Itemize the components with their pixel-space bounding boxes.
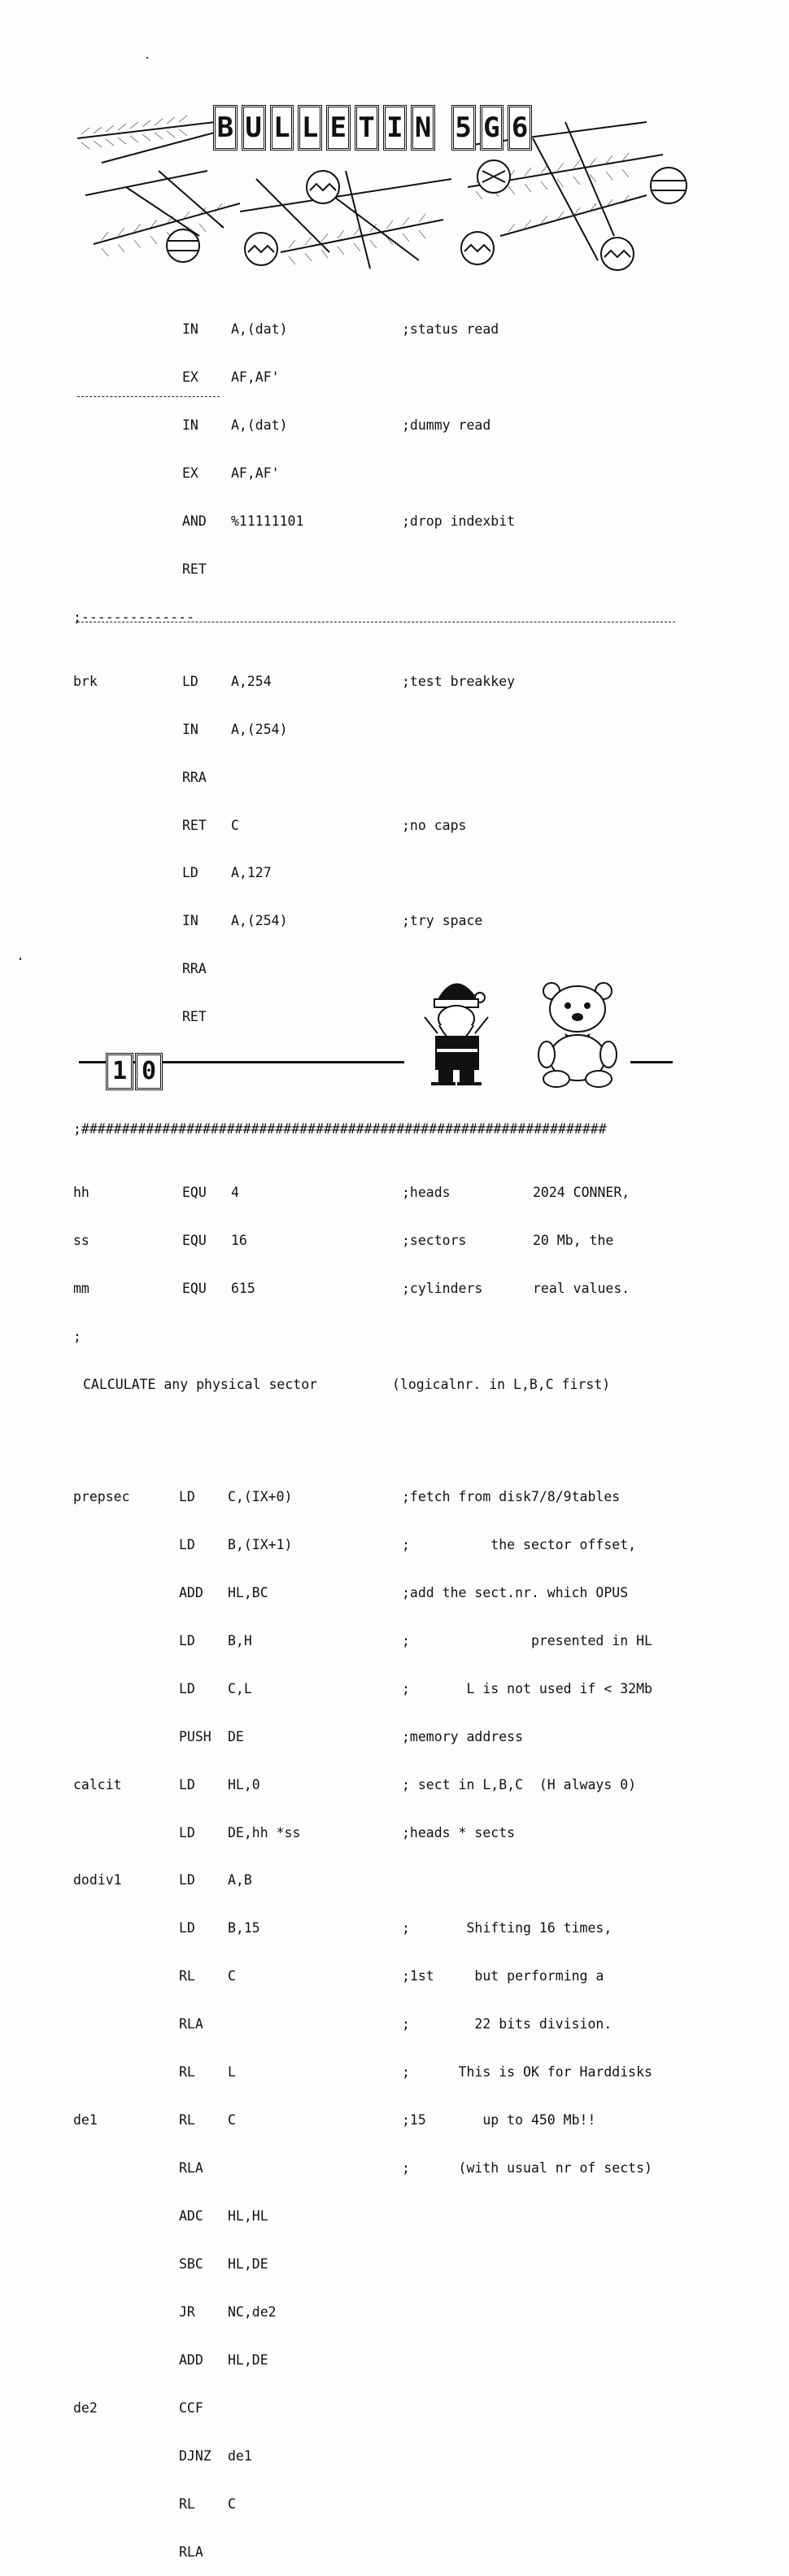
code-line bbox=[73, 2448, 691, 2465]
operand: NC,de2 bbox=[228, 2304, 277, 2321]
opcode: EQU bbox=[182, 1281, 207, 1297]
comment: ;heads bbox=[402, 1185, 451, 1201]
operand: A,(dat) bbox=[231, 321, 288, 338]
opcode: PUSH bbox=[179, 1728, 211, 1744]
comment: ; Shifting 16 times, bbox=[402, 1920, 612, 1936]
opcode: EQU bbox=[182, 1185, 207, 1201]
code-line bbox=[73, 961, 691, 977]
opcode: IN bbox=[182, 417, 198, 434]
code-line bbox=[73, 2352, 691, 2369]
page-digit: 0 bbox=[135, 1053, 163, 1090]
assembly-listing bbox=[73, 290, 691, 2576]
footer-rule bbox=[630, 1061, 673, 1063]
operand: A,127 bbox=[231, 865, 272, 881]
operand: C,(IX+0) bbox=[228, 1488, 293, 1504]
separator-line bbox=[73, 1329, 691, 1345]
separator-text: ;-------------- bbox=[73, 609, 195, 626]
issue-letter: 6 bbox=[508, 105, 532, 151]
code-line bbox=[73, 513, 691, 530]
issue-letter: 5 bbox=[451, 105, 476, 151]
code-line bbox=[73, 2208, 691, 2225]
comment: ; This is OK for Harddisks bbox=[402, 2064, 652, 2080]
code-line bbox=[73, 1920, 691, 1936]
title-letter: L bbox=[270, 105, 294, 151]
opcode: RLA bbox=[179, 2160, 203, 2177]
opcode: ADD bbox=[179, 1584, 203, 1600]
comment: ;status read bbox=[402, 321, 499, 338]
page-number bbox=[106, 1053, 163, 1089]
code-line bbox=[73, 1281, 691, 1297]
operand: DE,hh *ss bbox=[228, 1824, 301, 1840]
comment: ;15 up to 450 Mb!! bbox=[402, 2112, 596, 2128]
opcode: IN bbox=[182, 321, 198, 338]
code-line bbox=[73, 2112, 691, 2128]
operand: A,(254) bbox=[231, 721, 288, 737]
comment: ;no caps bbox=[402, 817, 467, 833]
code-line bbox=[73, 561, 691, 578]
opcode: ADD bbox=[179, 2352, 203, 2369]
operand: B,15 bbox=[228, 1920, 260, 1936]
comment: ;fetch from disk7/8/9tables bbox=[402, 1488, 621, 1504]
comment: ;heads * sects bbox=[402, 1824, 516, 1840]
label: mm bbox=[73, 1281, 89, 1297]
separator-text: ; bbox=[73, 1329, 81, 1345]
operand: DE bbox=[228, 1728, 244, 1744]
opcode: SBC bbox=[179, 2256, 203, 2273]
opcode: RL bbox=[179, 1968, 195, 1984]
code-line bbox=[73, 2400, 691, 2417]
operand: C bbox=[228, 2495, 236, 2512]
blank-line bbox=[73, 1425, 691, 1441]
opcode: LD bbox=[179, 1488, 195, 1504]
code-line bbox=[73, 2544, 691, 2561]
title-letter: E bbox=[326, 105, 351, 151]
title-separator bbox=[439, 107, 447, 148]
opcode: IN bbox=[182, 721, 198, 737]
opcode: EX bbox=[182, 369, 198, 386]
opcode: LD bbox=[179, 1776, 195, 1792]
operand: A,254 bbox=[231, 673, 272, 689]
issue-letter: G bbox=[480, 105, 504, 151]
operand: B,H bbox=[228, 1632, 252, 1648]
code-line bbox=[73, 1681, 691, 1697]
code-line bbox=[73, 1729, 691, 1745]
opcode: LD bbox=[182, 865, 198, 881]
comment: ;test breakkey bbox=[402, 673, 516, 689]
opcode: LD bbox=[182, 673, 198, 689]
code-line bbox=[73, 1825, 691, 1841]
comment: ;1st but performing a bbox=[402, 1968, 604, 1984]
opcode: RET bbox=[182, 817, 207, 833]
operand: C bbox=[228, 1968, 236, 1984]
operand: A,B bbox=[228, 1872, 252, 1888]
operand: 615 bbox=[231, 1281, 255, 1297]
operand: C bbox=[231, 817, 239, 833]
code-line bbox=[73, 770, 691, 786]
hash-separator-line bbox=[73, 1121, 691, 1137]
section-heading bbox=[73, 1377, 691, 1393]
comment: ;drop indexbit bbox=[402, 513, 516, 530]
label: de2 bbox=[73, 2399, 98, 2416]
code-line bbox=[73, 865, 691, 881]
label: dodiv1 bbox=[73, 1872, 122, 1888]
speck-mark bbox=[20, 958, 21, 960]
operand: HL,BC bbox=[228, 1584, 268, 1600]
side-note: 2024 CONNER, bbox=[533, 1185, 630, 1201]
operand: A,(254) bbox=[231, 913, 288, 929]
side-note: real values. bbox=[533, 1281, 630, 1297]
opcode: EQU bbox=[182, 1233, 207, 1249]
comment: ;memory address bbox=[402, 1728, 524, 1744]
code-line bbox=[73, 1585, 691, 1601]
comment: ;try space bbox=[402, 913, 483, 929]
code-line bbox=[73, 1872, 691, 1888]
operand: C,L bbox=[228, 1680, 252, 1696]
comment: ;cylinders bbox=[402, 1281, 483, 1297]
opcode: RL bbox=[179, 2112, 195, 2128]
opcode: LD bbox=[179, 1920, 195, 1936]
code-line bbox=[73, 818, 691, 834]
title-letter: L bbox=[298, 105, 322, 151]
title-letter: I bbox=[383, 105, 408, 151]
label: ss bbox=[73, 1233, 89, 1249]
comment: ; presented in HL bbox=[402, 1632, 652, 1648]
comment: ; sect in L,B,C (H always 0) bbox=[402, 1776, 637, 1792]
operand: C bbox=[228, 2112, 236, 2128]
code-line bbox=[73, 1233, 691, 1249]
code-line bbox=[73, 1489, 691, 1505]
bulletin-title bbox=[213, 104, 532, 151]
operand: de1 bbox=[228, 2447, 252, 2464]
code-line bbox=[73, 417, 691, 434]
operand: A,(dat) bbox=[231, 417, 288, 434]
comment: ; (with usual nr of sects) bbox=[402, 2160, 652, 2177]
title-letter: B bbox=[213, 105, 238, 151]
code-line bbox=[73, 2016, 691, 2032]
santa-illustration bbox=[407, 968, 504, 1090]
side-note: 20 Mb, the bbox=[533, 1233, 614, 1249]
section-heading-note: (logicalnr. in L,B,C first) bbox=[392, 1377, 611, 1393]
opcode: RLA bbox=[179, 2543, 203, 2560]
opcode: RET bbox=[182, 1009, 207, 1025]
operand: AF,AF' bbox=[231, 369, 280, 386]
label: prepsec bbox=[73, 1488, 130, 1504]
operand: HL,0 bbox=[228, 1776, 260, 1792]
code-line bbox=[73, 2304, 691, 2321]
page-digit: 1 bbox=[106, 1053, 133, 1090]
comment: ;dummy read bbox=[402, 417, 491, 434]
code-line bbox=[73, 369, 691, 386]
code-line bbox=[73, 913, 691, 929]
code-line bbox=[73, 674, 691, 690]
label: hh bbox=[73, 1185, 89, 1201]
label: de1 bbox=[73, 2112, 98, 2128]
code-line bbox=[73, 1777, 691, 1793]
title-letter: T bbox=[355, 105, 379, 151]
opcode: CCF bbox=[179, 2399, 203, 2416]
opcode: RRA bbox=[182, 961, 207, 977]
opcode: LD bbox=[179, 1824, 195, 1840]
operand: L bbox=[228, 2064, 236, 2080]
operand: %11111101 bbox=[231, 513, 304, 530]
opcode: EX bbox=[182, 465, 198, 482]
operand: 4 bbox=[231, 1185, 239, 1201]
operand: 16 bbox=[231, 1233, 247, 1249]
ornament-baubles bbox=[167, 160, 687, 270]
operand: HL,HL bbox=[228, 2208, 268, 2225]
operand: HL,DE bbox=[228, 2256, 268, 2273]
opcode: LD bbox=[179, 1536, 195, 1552]
comment: ;sectors bbox=[402, 1233, 467, 1249]
operand: HL,DE bbox=[228, 2352, 268, 2369]
code-line bbox=[73, 1185, 691, 1201]
opcode: RL bbox=[179, 2064, 195, 2080]
opcode: ADC bbox=[179, 2208, 203, 2225]
code-line bbox=[73, 1537, 691, 1553]
label: calcit bbox=[73, 1776, 122, 1792]
label: brk bbox=[73, 673, 98, 689]
comment: ; 22 bits division. bbox=[402, 2016, 612, 2032]
section-heading-text: CALCULATE any physical sector bbox=[83, 1377, 318, 1393]
hash-separator-text: ;################################################################# bbox=[73, 1120, 607, 1137]
opcode: RLA bbox=[179, 2016, 203, 2032]
code-line bbox=[73, 2160, 691, 2177]
code-line bbox=[73, 321, 691, 338]
code-line bbox=[73, 722, 691, 738]
opcode: IN bbox=[182, 913, 198, 929]
comment: ; the sector offset, bbox=[402, 1536, 637, 1552]
opcode: JR bbox=[179, 2304, 195, 2321]
opcode: AND bbox=[182, 513, 207, 530]
code-line bbox=[73, 2496, 691, 2513]
code-line bbox=[73, 2064, 691, 2080]
teddy-bear-illustration bbox=[529, 976, 626, 1090]
title-letter: N bbox=[411, 105, 435, 151]
code-line bbox=[73, 2256, 691, 2273]
opcode: LD bbox=[179, 1872, 195, 1888]
comment: ; L is not used if < 32Mb bbox=[402, 1680, 652, 1696]
code-line bbox=[73, 1968, 691, 1984]
opcode: RET bbox=[182, 561, 207, 578]
opcode: DJNZ bbox=[179, 2447, 211, 2464]
speck-mark bbox=[146, 57, 148, 59]
dashed-divider bbox=[77, 396, 220, 397]
comment: ;add the sect.nr. which OPUS bbox=[402, 1584, 629, 1600]
operand: B,(IX+1) bbox=[228, 1536, 293, 1552]
opcode: LD bbox=[179, 1632, 195, 1648]
code-line bbox=[73, 1633, 691, 1649]
separator-line bbox=[73, 609, 691, 626]
opcode: RRA bbox=[182, 769, 207, 785]
operand: AF,AF' bbox=[231, 465, 280, 482]
opcode: RL bbox=[179, 2495, 195, 2512]
code-line bbox=[73, 465, 691, 482]
opcode: LD bbox=[179, 1680, 195, 1696]
title-letter: U bbox=[242, 105, 266, 151]
